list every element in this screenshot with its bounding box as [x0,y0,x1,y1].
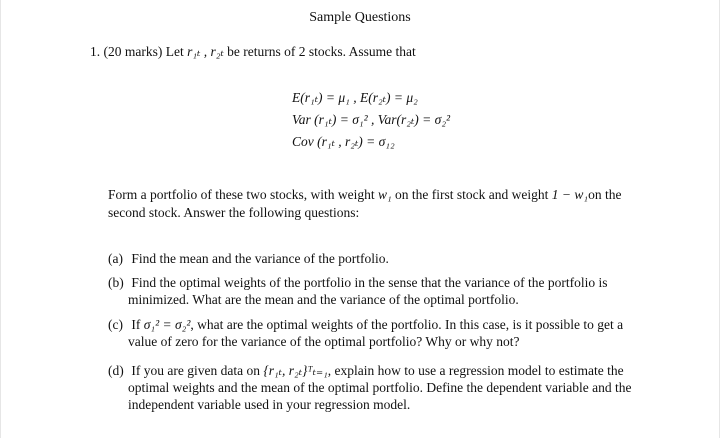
question-marks: (20 marks) [103,44,163,59]
subquestion-line1-rest: , what are the optimal weights of the portfolio. In this case, is it possible to get a [190,317,624,332]
subquestion-label: (b) [108,275,124,290]
question-intro-rest: be returns of 2 stocks. Assume that [227,44,416,59]
weight-w1: w₁ [377,187,392,202]
subquestion-pre: If you are given data on [131,363,260,378]
subquestion-text: Find the mean and the variance of the portfolio. [131,251,389,266]
subquestion-if: If [131,317,141,332]
subquestion-line2: optimal weights and the mean of the optimal portfolio. Define the dependent variable and the [128,380,632,395]
question-number: 1. [90,44,101,59]
paragraph-part3: on the [588,187,622,202]
subquestion-d [108,362,676,413]
equation-variance: Var (r₁ₜ) = σ₁² , Var(r₂ₜ) = σ₂² [292,112,451,127]
variance-condition: σ₁² = σ₂² [143,317,191,332]
paragraph-part2: on the first stock and weight [395,187,549,202]
subquestion-line3: independent variable used in your regression model. [128,397,411,412]
paragraph-line2: second stock. Answer the following questions: [108,205,360,220]
subquestion-a [108,250,676,267]
subquestion-line2: minimized. What are the mean and the variance of the optimal portfolio. [128,292,519,307]
data-set: {r₁ₜ, r₂ₜ}ᵀₜ₌₁ [263,363,328,378]
question-intro: Let [165,44,184,59]
subquestion-label: (c) [108,317,123,332]
subquestion-b [108,274,676,308]
subquestion-line2: value of zero for the variance of the optimal portfolio? Why or why not? [128,334,520,349]
equation-mean: E(r₁ₜ) = μ₁ , E(r₂ₜ) = μ₂ [292,90,418,105]
subquestion-label: (a) [108,251,123,266]
returns-symbols: r₁ₜ , r₂ₜ [187,44,224,59]
subquestion-label: (d) [108,363,124,378]
page-title: Sample Questions [309,10,411,25]
subquestion-line1: Find the optimal weights of the portfolio in the sense that the variance of the portfolio is [131,275,608,290]
weight-one-minus-w1: 1 − w₁ [551,187,589,202]
subquestion-c [108,316,676,350]
equation-covariance: Cov (r₁ₜ , r₂ₜ) = σ₁₂ [292,134,395,149]
question-header [90,44,416,60]
left-page-edge [0,0,1,438]
instruction-paragraph [108,186,668,222]
subquestion-line1-rest: , explain how to use a regression model to estimate the [327,363,624,378]
paragraph-part1: Form a portfolio of these two stocks, with weight [108,187,375,202]
